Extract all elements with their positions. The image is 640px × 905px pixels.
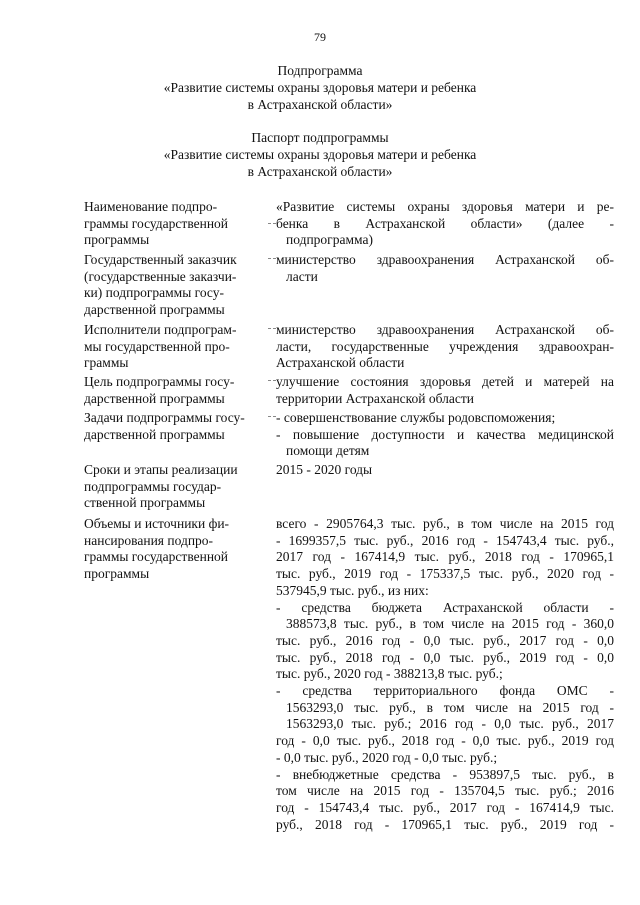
label-line: нансирования подпро-	[84, 532, 214, 548]
value-line: - 1699357,5 тыс. руб., 2016 год - 154743,4 тыс. руб.,	[276, 532, 614, 548]
value-line: 537945,9 тыс. руб., из них:	[276, 582, 429, 598]
value-line: территории Астраханской области	[276, 390, 475, 406]
value-line: - повышение доступности и качества медицинской	[276, 426, 614, 442]
leader-line	[268, 380, 276, 381]
heading-line: «Развитие системы охраны здоровья матери и ребенка	[163, 147, 477, 162]
label-line: Сроки и этапы реализации	[84, 462, 238, 477]
value-line: тыс. руб., 2020 год - 388213,8 тыс. руб.;	[276, 666, 503, 682]
row-value	[276, 410, 614, 460]
heading-line: в Астраханской области»	[247, 164, 393, 179]
value-line: - внебюджетные средства - 953897,5 тыс. руб., в	[276, 766, 614, 782]
label-line: ки) подпрограммы госу-	[84, 285, 224, 300]
value-line: год - 154743,4 тыс. руб., 2017 год - 167414,9 тыс.	[276, 799, 614, 815]
row-label	[84, 516, 266, 582]
leader-line	[268, 328, 276, 329]
value-line: ласти, государственные учреждения здравоохран-	[276, 338, 614, 354]
heading-line: в Астраханской области»	[247, 97, 393, 112]
value-line: том числе на 2015 год - 135704,5 тыс. руб.; 2016	[276, 783, 614, 799]
row-value	[276, 462, 614, 479]
label-line: граммы государственной	[84, 215, 229, 231]
label-line: Объемы и источники фи-	[84, 516, 230, 531]
value-line: ласти	[286, 268, 318, 284]
value-line: «Развитие системы охраны здоровья матери и ре-	[276, 199, 614, 214]
value-line: 388573,8 тыс. руб., в том числе на 2015 год - 360,0	[286, 616, 614, 632]
value-line: - 0,0 тыс. руб., 2020 год - 0,0 тыс. руб.;	[276, 749, 498, 765]
row-value	[276, 322, 614, 372]
value-line: тыс. руб., 2016 год - 0,0 тыс. руб., 2017 год - 0,0	[276, 632, 614, 648]
value-line: министерство здравоохранения Астраханской об-	[276, 252, 614, 267]
passport-heading	[0, 129, 640, 180]
value-line: - совершенствование службы родовспоможения;	[276, 410, 556, 425]
value-line: помощи детям	[286, 443, 370, 458]
row-label	[84, 199, 266, 249]
value-line: бенка в Астраханской области» (далее -	[276, 215, 614, 231]
label-line: ственной программы	[84, 495, 206, 510]
label-line: граммы	[84, 355, 129, 370]
page-number: 79	[314, 30, 326, 44]
value-line: всего - 2905764,3 тыс. руб., в том числе на 2015 год	[276, 516, 614, 531]
value-line: 2017 год - 167414,9 тыс. руб., 2018 год - 170965,1	[276, 549, 614, 565]
label-line: Цель подпрограммы госу-	[84, 374, 235, 389]
heading-line: «Развитие системы охраны здоровья матери и ребенка	[163, 80, 477, 95]
value-line: 1563293,0 тыс. руб., в том числе на 2015 год -	[286, 699, 614, 715]
row-label	[84, 252, 266, 318]
row-value	[276, 516, 614, 833]
value-line: тыс. руб., 2018 год - 0,0 тыс. руб., 2019 год - 0,0	[276, 649, 614, 665]
subprogram-heading	[0, 62, 640, 113]
row-value	[276, 252, 614, 285]
label-line: Наименование подпро-	[84, 199, 218, 214]
value-line: год - 0,0 тыс. руб., 2018 год - 0,0 тыс. руб., 2019 год	[276, 733, 614, 749]
row-label	[84, 410, 266, 443]
heading-line: Паспорт подпрограммы	[251, 130, 389, 145]
leader-line	[268, 258, 276, 259]
value-line: подпрограмма)	[286, 232, 373, 247]
label-line: мы государственной про-	[84, 338, 230, 354]
label-line: (государственные заказчи-	[84, 268, 237, 284]
label-line: граммы государственной	[84, 549, 229, 564]
label-line: Исполнители подпрограм-	[84, 322, 237, 337]
label-line: программы	[84, 565, 150, 581]
row-value	[276, 199, 614, 249]
row-label	[84, 462, 266, 512]
row-value	[276, 374, 614, 407]
value-line: руб., 2018 год - 170965,1 тыс. руб., 2019 год -	[276, 816, 614, 832]
value-line: 1563293,0 тыс. руб.; 2016 год - 0,0 тыс. руб., 2017	[286, 716, 614, 732]
label-line: Государственный заказчик	[84, 252, 237, 267]
value-line: министерство здравоохранения Астраханской об-	[276, 322, 614, 337]
leader-line	[268, 223, 276, 224]
row-label	[84, 322, 266, 372]
value-line: Астраханской области	[276, 355, 405, 370]
label-line: дарственной программы	[84, 426, 225, 442]
label-line: Задачи подпрограммы госу-	[84, 410, 245, 425]
value-line: - средства территориального фонда ОМС -	[276, 683, 614, 699]
value-line: - средства бюджета Астраханской области -	[276, 599, 614, 615]
row-label	[84, 374, 266, 407]
value-line: улучшение состояния здоровья детей и матерей на	[276, 374, 614, 389]
heading-line: Подпрограмма	[277, 63, 363, 78]
label-line: подпрограммы государ-	[84, 478, 222, 494]
leader-line	[268, 416, 276, 417]
value-line: 2015 - 2020 годы	[276, 462, 373, 477]
label-line: дарственной программы	[84, 390, 225, 406]
value-line: тыс. руб., 2019 год - 175337,5 тыс. руб., 2020 год -	[276, 566, 614, 582]
label-line: программы	[84, 232, 150, 247]
label-line: дарственной программы	[84, 301, 225, 317]
